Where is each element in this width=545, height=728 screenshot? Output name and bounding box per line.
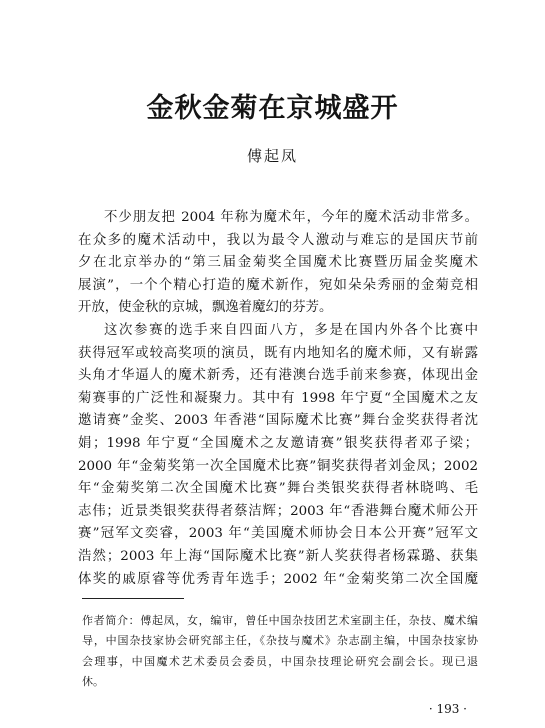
text-line: 夕在北京举办的“第三届金菊奖全国魔术比赛暨历届金奖魔术 bbox=[78, 255, 478, 271]
article-title: 金秋金菊在京城盛开 bbox=[146, 93, 399, 124]
text-line: 不少朋友把 2004 年称为魔术年，今年的魔术活动非常多。 bbox=[104, 210, 478, 225]
footnote-line: 休。 bbox=[82, 675, 104, 689]
footnote-line: 导，中国杂技家协会研究部主任，《杂技与魔术》杂志副主编，中国杂技家协 bbox=[82, 634, 478, 648]
text-line: 志伟；近景类银奖获得者蔡洁辉；2003 年“香港舞台魔术师公开 bbox=[78, 503, 478, 519]
page-number: · 193 · bbox=[428, 702, 467, 716]
article-body bbox=[78, 207, 478, 591]
footnote-divider bbox=[82, 598, 184, 599]
text-line: 赛”冠军文奕睿，2003 年“美国魔术师协会日本公开赛”冠军文 bbox=[78, 526, 478, 542]
text-line: 头角才华逼人的魔术新秀，还有港澳台选手前来参赛，体现出金 bbox=[78, 368, 478, 384]
text-line: 年“金菊奖第二次全国魔术比赛”舞台类银奖获得者林晓鸣、毛 bbox=[78, 481, 478, 497]
text-line: 在众多的魔术活动中，我以为最令人激动与难忘的是国庆节前 bbox=[78, 232, 478, 248]
text-line: 体奖的戚原睿等优秀青年选手；2002 年“金菊奖第二次全国魔 bbox=[78, 571, 478, 587]
text-line: 邀请赛”金奖、2003 年香港“国际魔术比赛”舞台金奖获得者沈 bbox=[78, 413, 478, 429]
author-footnote bbox=[82, 611, 478, 693]
text-line: 开放，使金秋的京城，飘逸着魔幻的芬芳。 bbox=[78, 300, 333, 316]
text-line: 获得冠军或较高奖项的演员，既有内地知名的魔术师，又有崭露 bbox=[78, 345, 478, 361]
text-line: 展演”，一个个精心打造的魔术新作，宛如朵朵秀丽的金菊竞相 bbox=[78, 277, 478, 293]
text-line: 菊赛事的广泛性和凝聚力。其中有 1998 年宁夏“全国魔术之友 bbox=[78, 390, 478, 406]
text-line: 浩然；2003 年上海“国际魔术比赛”新人奖获得者杨霖璐、获集 bbox=[78, 548, 478, 564]
paragraph-2 bbox=[78, 320, 478, 591]
footnote-line: 作者简介：傅起凤，女，编审，曾任中国杂技团艺术室副主任，杂技、魔术编 bbox=[82, 614, 478, 627]
footnote-line: 会理事，中国魔术艺术委员会委员，中国杂技理论研究会副会长。现已退 bbox=[82, 654, 478, 668]
text-line: 这次参赛的选手来自四面八方，多是在国内外各个比赛中 bbox=[104, 322, 478, 338]
text-line: 2000 年“金菊奖第一次全国魔术比赛”铜奖获得者刘金凤；2002 bbox=[78, 458, 478, 474]
author-name: 傅起凤 bbox=[246, 147, 298, 165]
paragraph-1 bbox=[78, 207, 478, 320]
text-line: 娟；1998 年宁夏“全国魔术之友邀请赛”银奖获得者邓子梁； bbox=[78, 435, 478, 451]
